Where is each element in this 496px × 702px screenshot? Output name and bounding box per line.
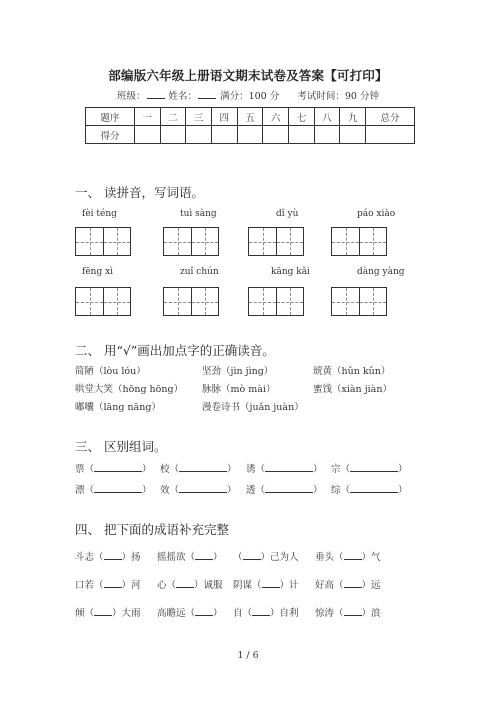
idiom-part: ）浪 xyxy=(361,608,381,619)
idiom-part: ） xyxy=(213,552,223,563)
pinyin-label: tuì sàng xyxy=(180,209,217,219)
pinyin-label: fèi téng xyxy=(82,209,117,219)
answer-blank[interactable] xyxy=(176,578,194,588)
word-group-char: 宗（ xyxy=(331,464,351,475)
idiom-part: 高瞻远（ xyxy=(157,608,196,619)
pronunciation-item[interactable]: 哄堂大笑（hōng hōng） xyxy=(75,384,184,395)
section3-heading: 三、 区别组词。 xyxy=(75,439,167,454)
pronunciation-item[interactable]: 琥黄（hǔn kǔn） xyxy=(313,366,391,377)
pronunciation-item[interactable]: 脉脉（mò mài） xyxy=(202,384,276,395)
idiom-part: ）气 xyxy=(361,552,381,563)
close-paren: ） xyxy=(398,464,408,475)
score-label: 满分：100 分 xyxy=(220,91,280,102)
pinyin-label: fēng xì xyxy=(82,267,114,277)
score-table xyxy=(85,107,415,144)
document-title: 部编版六年级上册语文期末试卷及答案【可打印】 xyxy=(108,68,388,83)
section2-heading: 二、 用“√”画出加点字的正确读音。 xyxy=(75,343,275,358)
writing-grid[interactable] xyxy=(248,287,304,316)
class-label: 班级： xyxy=(117,91,146,102)
idiom-item xyxy=(233,577,299,591)
idiom-item xyxy=(157,605,223,619)
word-group-item xyxy=(160,482,237,496)
idiom-part: ）大雨 xyxy=(112,608,141,619)
idiom-part: （ xyxy=(233,552,243,563)
pronunciation-item[interactable]: 漫卷诗书（juǎn juàn） xyxy=(202,402,304,413)
score-cell[interactable] xyxy=(211,126,237,144)
score-cell[interactable] xyxy=(263,126,289,144)
idiom-item xyxy=(315,577,381,591)
score-col-header: 九 xyxy=(340,108,366,126)
writing-grid[interactable] xyxy=(75,227,131,256)
score-cell[interactable] xyxy=(340,126,366,144)
answer-blank[interactable] xyxy=(104,550,122,560)
word-group-char: 透（ xyxy=(246,485,266,496)
score-cell[interactable] xyxy=(289,126,315,144)
page-number: 1 / 6 xyxy=(237,650,259,661)
time-label: 考试时间：90 分钟 xyxy=(297,91,379,102)
word-group-char: 综（ xyxy=(331,485,351,496)
word-group-item xyxy=(331,482,408,496)
idiom-part: ）扬 xyxy=(121,552,141,563)
idiom-part: 心（ xyxy=(157,580,177,591)
section4-heading: 四、 把下面的成语补充完整 xyxy=(75,522,229,537)
idiom-item xyxy=(233,605,299,619)
answer-blank[interactable] xyxy=(350,483,398,493)
answer-blank[interactable] xyxy=(94,483,142,493)
answer-blank[interactable] xyxy=(94,462,142,472)
answer-blank[interactable] xyxy=(265,483,313,493)
word-group-item xyxy=(75,461,152,475)
word-group-char: 漂（ xyxy=(75,485,95,496)
pronunciation-item[interactable]: 简陋（lòu lóu） xyxy=(75,366,146,377)
idiom-part: ）自利 xyxy=(270,608,299,619)
answer-blank[interactable] xyxy=(344,606,362,616)
writing-grid[interactable] xyxy=(331,287,387,316)
score-col-header: 六 xyxy=(263,108,289,126)
word-group-item xyxy=(331,461,408,475)
score-col-header: 四 xyxy=(211,108,237,126)
idiom-part: 口若（ xyxy=(75,580,104,591)
score-table-header-row xyxy=(86,108,415,126)
word-group-item xyxy=(75,482,152,496)
idiom-item xyxy=(75,605,141,619)
score-table-score-row xyxy=(86,126,415,144)
score-col-header: 三 xyxy=(186,108,212,126)
word-group-item xyxy=(246,461,323,475)
idiom-item xyxy=(233,549,299,563)
score-col-header: 一 xyxy=(134,108,160,126)
score-col-header: 总分 xyxy=(366,108,415,126)
idiom-part: 惊涛（ xyxy=(315,608,344,619)
answer-blank[interactable] xyxy=(179,462,227,472)
document-meta xyxy=(0,88,496,102)
answer-blank[interactable] xyxy=(265,462,313,472)
answer-blank[interactable] xyxy=(179,483,227,493)
word-group-char: 校（ xyxy=(160,464,180,475)
answer-blank[interactable] xyxy=(195,550,213,560)
idiom-part: ）诚服 xyxy=(194,580,223,591)
score-col-header: 八 xyxy=(314,108,340,126)
close-paren: ） xyxy=(313,485,323,496)
score-cell[interactable] xyxy=(237,126,263,144)
pinyin-label: dàng yàng xyxy=(357,267,405,277)
answer-blank[interactable] xyxy=(344,578,362,588)
idiom-part: ） xyxy=(213,608,223,619)
idiom-part: 好高（ xyxy=(315,580,344,591)
score-col-header: 七 xyxy=(289,108,315,126)
close-paren: ） xyxy=(313,464,323,475)
score-row-label: 得分 xyxy=(86,126,135,144)
section1-heading: 一、 读拼音，写词语。 xyxy=(75,185,204,200)
idiom-part: 斗志（ xyxy=(75,552,104,563)
idiom-item xyxy=(315,549,381,563)
idiom-item xyxy=(157,577,223,591)
idiom-item xyxy=(75,577,141,591)
close-paren: ） xyxy=(142,464,152,475)
idiom-part: 阴谋（ xyxy=(233,580,262,591)
idiom-part: 自（ xyxy=(233,608,253,619)
writing-grid[interactable] xyxy=(163,227,219,256)
idiom-part: ）河 xyxy=(121,580,141,591)
pinyin-label: dǐ yù xyxy=(276,209,299,219)
answer-blank[interactable] xyxy=(195,606,213,616)
pronunciation-item[interactable]: 坚劲（jìn jìng） xyxy=(202,366,274,377)
answer-blank[interactable] xyxy=(94,606,112,616)
pronunciation-item[interactable]: 嘟囔（lāng nāng） xyxy=(75,402,161,413)
word-group-item xyxy=(160,461,237,475)
writing-grid[interactable] xyxy=(163,287,219,316)
pinyin-label: páo xiào xyxy=(357,209,396,219)
writing-grid[interactable] xyxy=(248,227,304,256)
answer-blank[interactable] xyxy=(252,606,270,616)
score-cell[interactable] xyxy=(366,126,415,144)
close-paren: ） xyxy=(142,485,152,496)
score-col-header: 二 xyxy=(160,108,186,126)
idiom-part: 倾（ xyxy=(75,608,95,619)
word-group-item xyxy=(246,482,323,496)
pinyin-label: kāng kǎi xyxy=(271,267,310,277)
word-group-char: 诱（ xyxy=(246,464,266,475)
answer-blank[interactable] xyxy=(350,462,398,472)
idiom-item xyxy=(157,549,223,563)
score-cell[interactable] xyxy=(134,126,160,144)
answer-blank[interactable] xyxy=(243,550,261,560)
idiom-part: 垂头（ xyxy=(315,552,344,563)
idiom-part: ）远 xyxy=(361,580,381,591)
idiom-item xyxy=(315,605,381,619)
score-cell[interactable] xyxy=(314,126,340,144)
close-paren: ） xyxy=(227,485,237,496)
score-cell[interactable] xyxy=(186,126,212,144)
writing-grid[interactable] xyxy=(75,287,131,316)
word-group-char: 票（ xyxy=(75,464,95,475)
score-col-header: 题序 xyxy=(86,108,135,126)
idiom-item xyxy=(75,549,141,563)
pronunciation-item[interactable]: 蜜饯（xiàn jiàn） xyxy=(313,384,392,395)
name-label: 姓名： xyxy=(168,91,198,102)
word-group-char: 效（ xyxy=(160,485,180,496)
writing-grid[interactable] xyxy=(331,227,387,256)
close-paren: ） xyxy=(398,485,408,496)
idiom-part: ）己为人 xyxy=(260,552,299,563)
score-cell[interactable] xyxy=(160,126,186,144)
name-blank xyxy=(198,89,216,99)
answer-blank[interactable] xyxy=(104,578,122,588)
answer-blank[interactable] xyxy=(262,578,280,588)
class-blank xyxy=(147,89,165,99)
close-paren: ） xyxy=(227,464,237,475)
idiom-part: 摇摇欲（ xyxy=(157,552,196,563)
idiom-part: ）计 xyxy=(279,580,299,591)
answer-blank[interactable] xyxy=(344,550,362,560)
score-col-header: 五 xyxy=(237,108,263,126)
pinyin-label: zuǐ chún xyxy=(180,267,219,277)
